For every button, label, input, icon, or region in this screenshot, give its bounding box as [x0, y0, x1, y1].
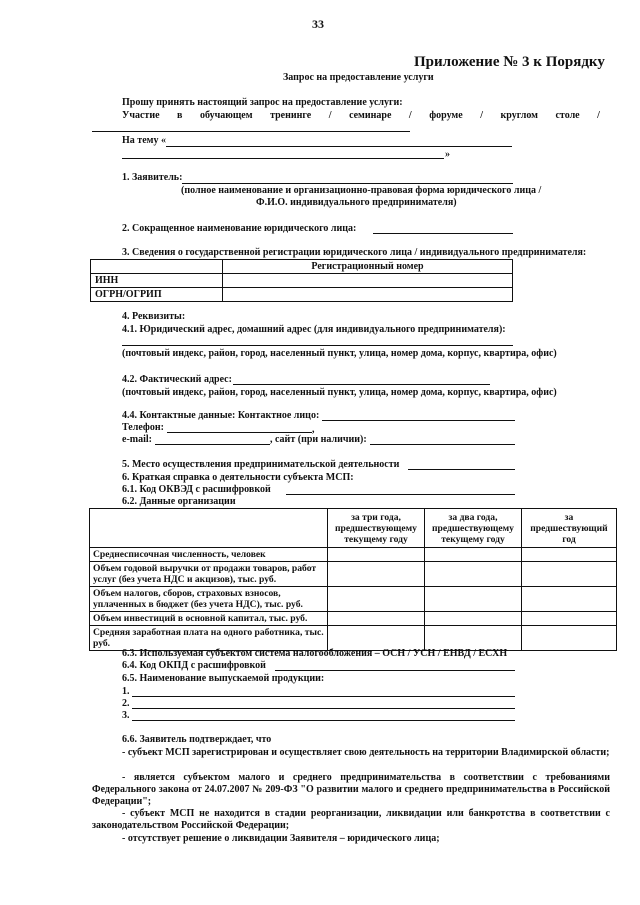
value-cell[interactable] — [425, 548, 522, 562]
product-field-line-1[interactable] — [132, 696, 515, 697]
value-cell[interactable] — [522, 626, 617, 651]
phone-separator: , — [312, 424, 315, 435]
tax-system-label: 6.3. Используемая субъектом система налогообложения – ОСН / УСН / ЕНВД / ЕСХН — [122, 648, 508, 659]
org-data-label: 6.2. Данные организации — [122, 496, 236, 507]
row-label: Объем годовой выручки от продажи товаров, работ услуг (без учета НДС и акцизов), тыс. руб. — [90, 562, 328, 587]
table-header-row — [90, 509, 617, 548]
applicant-hint-1: (полное наименование и организационно-правовая форма юридического лица / — [181, 185, 542, 196]
contact-label: 4.4. Контактные данные: Контактное лицо: — [122, 410, 320, 421]
organization-data-table — [89, 508, 617, 651]
topic-field-line-1[interactable] — [166, 146, 512, 147]
value-cell[interactable] — [425, 562, 522, 587]
value-cell[interactable] — [425, 626, 522, 651]
value-cell[interactable] — [328, 562, 425, 587]
column-header: за два года, предшествующему текущему году — [425, 509, 522, 548]
table-row — [90, 562, 617, 587]
participation-options — [122, 110, 600, 121]
table-row — [90, 548, 617, 562]
inn-value-cell[interactable] — [223, 274, 513, 288]
confirmation-item-4: - отсутствует решение о ликвидации Заявителя – юридического лица; — [122, 833, 440, 844]
phone-field-line[interactable] — [167, 432, 312, 433]
value-cell[interactable] — [328, 612, 425, 626]
registration-header: Регистрационный номер — [223, 260, 513, 274]
email-label: e-mail: — [122, 434, 152, 445]
appendix-title: Приложение № 3 к Порядку — [414, 54, 605, 70]
requisites-label: 4. Реквизиты: — [122, 311, 186, 322]
table-row — [91, 260, 513, 274]
short-name-field-line[interactable] — [373, 233, 513, 234]
product-field-line-2[interactable] — [132, 708, 515, 709]
value-cell[interactable] — [328, 626, 425, 651]
product-line-number: 1. — [122, 686, 130, 697]
business-place-field-line[interactable] — [408, 469, 515, 470]
applicant-label: 1. Заявитель: — [122, 172, 183, 183]
participation-word: в — [177, 110, 183, 121]
table-cell — [91, 260, 223, 274]
participation-word: обучающем — [199, 110, 253, 121]
table-row — [90, 626, 617, 651]
actual-address-hint: (почтовый индекс, район, город, населенный пункт, улица, номер дома, корпус, квартира, офис) — [122, 387, 557, 398]
participation-word: столе — [555, 110, 580, 121]
value-cell[interactable] — [328, 587, 425, 612]
participation-word: круглом — [500, 110, 538, 121]
participation-word: / — [597, 110, 600, 121]
value-cell[interactable] — [425, 587, 522, 612]
participation-word: форуме — [429, 110, 463, 121]
page-number: 33 — [312, 17, 324, 31]
table-row — [91, 288, 513, 302]
value-cell[interactable] — [522, 587, 617, 612]
value-cell[interactable] — [522, 562, 617, 587]
okved-field-line[interactable] — [286, 494, 515, 495]
topic-label: На тему « — [122, 135, 166, 146]
confirmation-item-3: - субъект МСП не находится в стадии реорганизации, ликвидации или банкротства в соответствии с законодательством Российской Федерации; — [92, 808, 610, 831]
participation-fill-line[interactable] — [92, 131, 410, 132]
legal-address-label: 4.1. Юридический адрес, домашний адрес (для индивидуального предпринимателя): — [122, 324, 506, 335]
request-title: Запрос на предоставление услуги — [283, 72, 434, 83]
table-row — [91, 274, 513, 288]
legal-address-hint: (почтовый индекс, район, город, населенный пункт, улица, номер дома, корпус, квартира, офис) — [122, 348, 557, 359]
ogrn-label: ОГРН/ОГРИП — [91, 288, 223, 302]
topic-field-line-2[interactable] — [122, 158, 444, 159]
activity-summary-label: 6. Краткая справка о деятельности субъекта МСП: — [122, 472, 354, 483]
participation-word: семинаре — [349, 110, 392, 121]
value-cell[interactable] — [522, 548, 617, 562]
row-label: Объем инвестиций в основной капитал, тыс. руб. — [90, 612, 328, 626]
column-header: за три года, предшествующему текущему году — [328, 509, 425, 548]
registration-table — [90, 259, 513, 302]
actual-address-field-line[interactable] — [233, 384, 490, 385]
legal-address-field-line[interactable] — [122, 345, 513, 346]
ogrn-value-cell[interactable] — [223, 288, 513, 302]
row-label: Среднесписочная численность, человек — [90, 548, 328, 562]
value-cell[interactable] — [522, 612, 617, 626]
okpd-label: 6.4. Код ОКПД с расшифровкой — [122, 660, 266, 671]
participation-word: тренинге — [270, 110, 312, 121]
registration-label: 3. Сведения о государственной регистрации юридического лица / индивидуального предпринимателя: — [122, 247, 587, 258]
confirmation-label: 6.6. Заявитель подтверждает, что — [122, 734, 272, 745]
product-field-line-3[interactable] — [132, 720, 515, 721]
email-field-line[interactable] — [155, 444, 270, 445]
product-line-number: 3. — [122, 710, 130, 721]
value-cell[interactable] — [328, 548, 425, 562]
participation-word: Участие — [122, 110, 160, 121]
row-label: Объем налогов, сборов, страховых взносов, уплаченных в бюджет (без учета НДС), тыс. руб. — [90, 587, 328, 612]
okved-label: 6.1. Код ОКВЭД с расшифровкой — [122, 484, 271, 495]
confirmation-item-2: - является субъектом малого и среднего предпринимательства в соответствии с требованиями Федерального закона от 24.07.2007 № 209-ФЗ "О развитии малого и среднего предпринимательства в Российской Федерации"; — [92, 772, 610, 807]
applicant-field-line[interactable] — [182, 183, 513, 184]
table-row — [90, 612, 617, 626]
topic-close-quote: » — [445, 149, 450, 160]
applicant-hint-2: Ф.И.О. индивидуального предпринимателя) — [256, 197, 457, 208]
confirmation-item-1: - субъект МСП зарегистрирован и осуществляет свою деятельность на территории Владимирской области; — [122, 747, 610, 758]
intro-text: Прошу принять настоящий запрос на предоставление услуги: — [122, 97, 403, 108]
participation-word: / — [480, 110, 483, 121]
short-name-label: 2. Сокращенное наименование юридического лица: — [122, 223, 357, 234]
table-row — [90, 587, 617, 612]
business-place-label: 5. Место осуществления предпринимательской деятельности — [122, 459, 400, 470]
table-cell — [90, 509, 328, 548]
row-label: Средняя заработная плата на одного работника, тыс. руб. — [90, 626, 328, 651]
site-field-line[interactable] — [370, 444, 515, 445]
contact-person-field-line[interactable] — [322, 420, 515, 421]
participation-word: / — [328, 110, 332, 121]
okpd-field-line[interactable] — [275, 670, 515, 671]
product-line-number: 2. — [122, 698, 130, 709]
phone-label: Телефон: — [122, 422, 164, 433]
value-cell[interactable] — [425, 612, 522, 626]
column-header: за предшествующий год — [522, 509, 617, 548]
site-label: , сайт (при наличии): — [270, 434, 367, 445]
products-label: 6.5. Наименование выпускаемой продукции: — [122, 673, 325, 684]
actual-address-label: 4.2. Фактический адрес: — [122, 374, 232, 385]
inn-label: ИНН — [91, 274, 223, 288]
participation-word: / — [408, 110, 412, 121]
